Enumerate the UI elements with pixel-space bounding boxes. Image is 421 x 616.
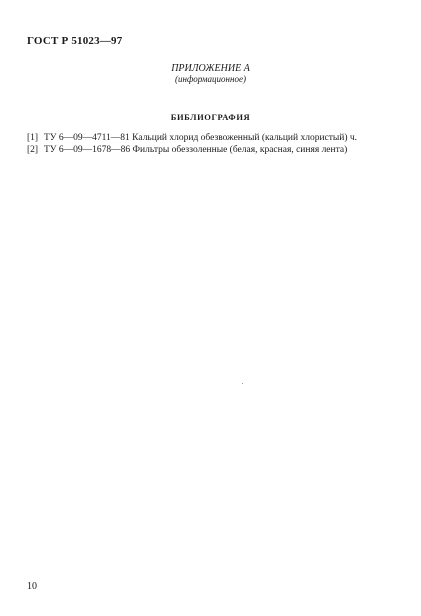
scan-dot-mark <box>242 383 243 384</box>
bibliography-list <box>27 133 395 156</box>
bibliography-entry <box>27 145 395 157</box>
bibliography-entry <box>27 133 395 145</box>
bibliography-entry-text: ТУ 6—09—4711—81 Кальций хлорид обезвоженный (кальций хлористый) ч. <box>44 133 358 143</box>
bibliography-entry-text: ТУ 6—09—1678—86 Фильтры обеззоленные (белая, красная, синяя лента) <box>44 144 348 155</box>
bibliography-entry-number: [2] <box>27 144 39 155</box>
appendix-subtitle: (информационное) <box>175 74 246 84</box>
bibliography-entry-number: [1] <box>27 133 39 143</box>
appendix-title: ПРИЛОЖЕНИЕ А <box>171 63 250 74</box>
page-number: 10 <box>27 581 37 592</box>
bibliography-title: БИБЛИОГРАФИЯ <box>170 112 251 122</box>
document-code-header: ГОСТ Р 51023—97 <box>27 35 123 47</box>
appendix-heading <box>0 63 421 85</box>
